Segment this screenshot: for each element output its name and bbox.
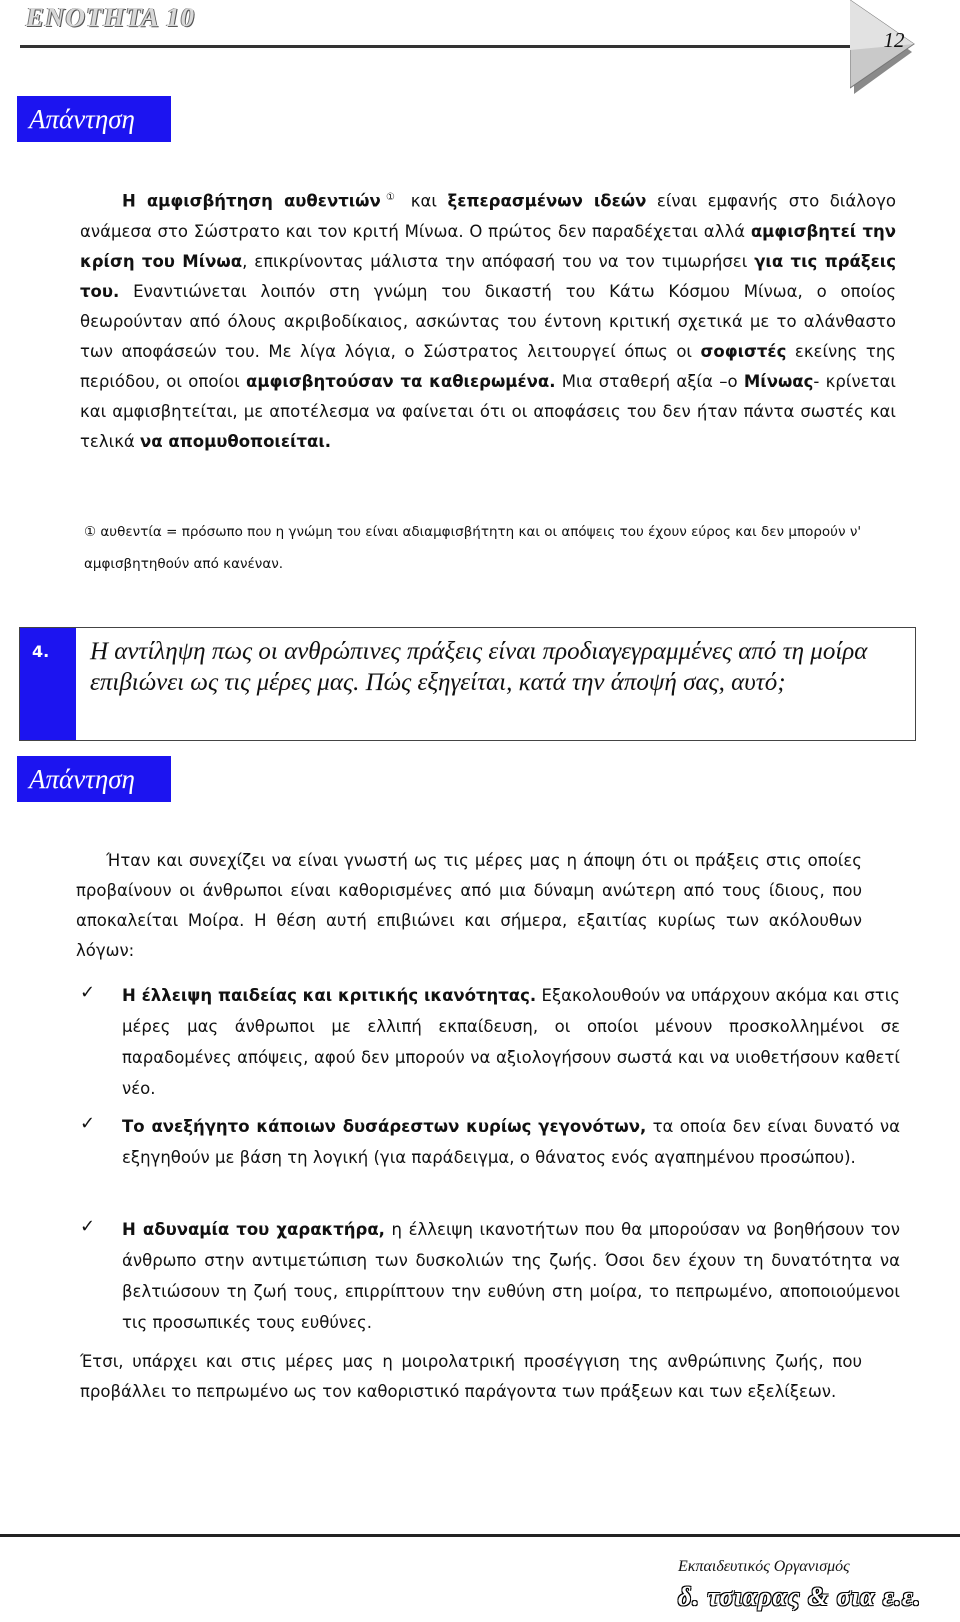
footer-rule bbox=[0, 1534, 960, 1537]
checkmark-icon: ✓ bbox=[80, 1216, 96, 1237]
bullet-text-3: Η αδυναμία του χαρακτήρα, η έλλειψη ικανοτήτων που θα μπορούσαν να βοηθήσουν τον άνθρωπο στην αντιμετώπιση των δυσκολιών της ζωής. Όσοι δεν έχουν τη δυνατότητα να βελτιώσουν τη ζωή τους, επιρρίπτουν την ευθύνη στη μοίρα, το πεπρωμένο, αποποιούμενοι τις προσωπικές τους ευθύνες. bbox=[122, 1220, 900, 1332]
page-number: 12 bbox=[883, 28, 905, 52]
chapter-title: ΕΝΟΤΗΤΑ 10 bbox=[26, 2, 196, 32]
answer-label-2: Απάντηση bbox=[17, 756, 171, 802]
header-rule bbox=[20, 45, 870, 48]
checkmark-icon: ✓ bbox=[80, 1113, 96, 1134]
question-box bbox=[19, 627, 916, 741]
answer-2-intro: Ήταν και συνεχίζει να είναι γνωστή ως τις μέρες μας η άποψη ότι οι πράξεις στις οποίες προβαίνουν οι άνθρωποι είναι καθορισμένες από μια δύναμη ανώτερη από τους ίδιους, που αποκαλείται Μοίρα. Η θέση αυτή επιβιώνει και σήμερα, εξαιτίας κυρίως των ακόλουθων λόγων: bbox=[76, 851, 862, 960]
bullet-text-2: Το ανεξήγητο κάποιων δυσάρεστων κυρίως γεγονότων, τα οποία δεν είναι δυνατό να εξηγηθούν με βάση τη λογική (για παράδειγμα, ο θάνατος ενός αγαπημένου προσώπου). bbox=[122, 1117, 900, 1167]
question-number-cell bbox=[20, 628, 76, 740]
bullet-text-1: Η έλλειψη παιδείας και κριτικής ικανότητας. Εξακολουθούν να υπάρχουν ακόμα και στις μέρες μας άνθρωποι με ελλιπή εκπαίδευση, οι οποίοι μένουν προσκολλημένοι σε παραδομένες απόψεις, αφού δεν μπορούν να αξιολογήσουν σωστά και να υιοθετήσουν καθετί νέο. bbox=[122, 986, 900, 1098]
answer-label-1: Απάντηση bbox=[17, 96, 171, 142]
answer-2-conclusion: Έτσι, υπάρχει και στις μέρες μας η μοιρολατρική προσέγγιση της ανθρώπινης ζωής, που προβάλλει το πεπρωμένο ως τον καθοριστικό παράγοντα των πράξεων και των εξελίξεων. bbox=[80, 1352, 862, 1401]
question-number: 4. bbox=[32, 642, 50, 661]
footer-company-logo: δ. τσιαρας & σια ε.ε. bbox=[678, 1582, 922, 1611]
question-text: Η αντίληψη πως οι ανθρώπινες πράξεις είναι προδιαγεγραμμένες από τη μοίρα επιβιώνει ως τις μέρες μας. Πώς εξηγείται, κατά την άποψή σας, αυτό; bbox=[90, 638, 868, 696]
footnote: ① αυθεντία = πρόσωπο που η γνώμη του είναι αδιαμφισβήτητη και οι απόψεις του έχουν εύρος και δεν μπορούν ν' αμφισβητηθούν από κανέναν. bbox=[84, 524, 862, 572]
footer-organization: Εκπαιδευτικός Οργανισμός bbox=[678, 1558, 850, 1575]
answer-1-paragraph: Η αμφισβήτηση αυθεντιών① και ξεπερασμένων ιδεών είναι εμφανής στο διάλογο ανάμεσα στο Σώστρατο και τον κριτή Μίνωα. Ο πρώτος δεν παραδέχεται αλλά αμφισβητεί την κρίση του Μίνωα, επικρίνοντας μάλιστα την απόφασή του να τον τιμωρήσει για τις πράξεις του. Εναντιώνεται λοιπόν στη γνώμη του δικαστή του Κάτω Κόσμου Μίνωα, ο οποίος θεωρούνταν από όλους ακριβοδίκαιος, ασκώντας του έντονη κριτική σχετικά με το αλάνθαστο των αποφάσεών του. Με λίγα λόγια, ο Σώστρατος λειτουργεί όπως οι σοφιστές εκείνης της περιόδου, οι οποίοι αμφισβητούσαν τα καθιερωμένα. Μια σταθερή αξία –ο Μίνωας- κρίνεται και αμφισβητείται, με αποτέλεσμα να φαίνεται ότι οι αποφάσεις του δεν ήταν πάντα σωστές και τελικά να απομυθοποιείται. bbox=[80, 191, 897, 451]
checkmark-icon: ✓ bbox=[80, 982, 96, 1003]
